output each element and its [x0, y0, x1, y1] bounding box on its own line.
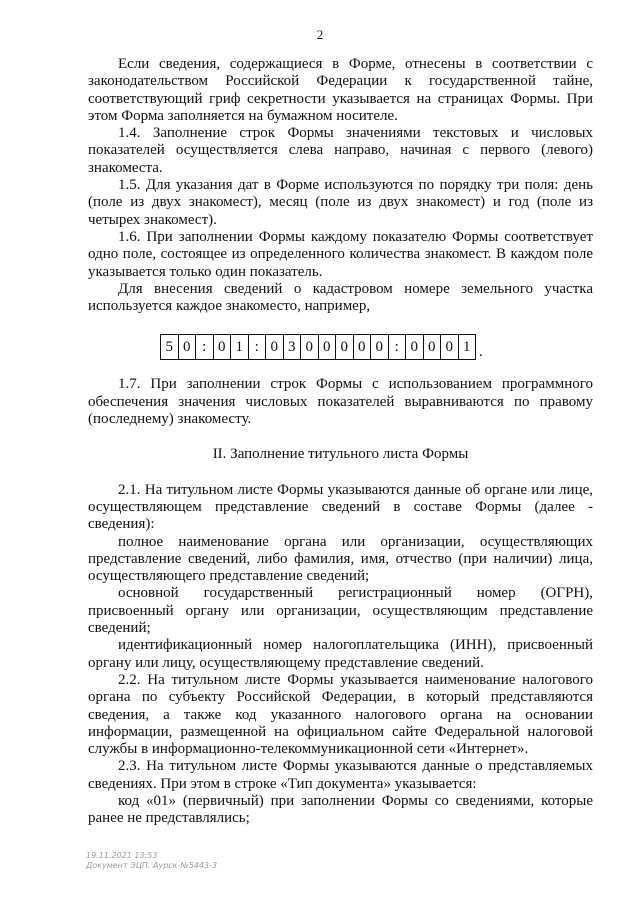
cadastral-trailing-dot: .	[479, 344, 483, 361]
cadastral-cell: 0	[319, 335, 337, 359]
paragraph-2-2: 2.2. На титульном листе Формы указывается наименование налогового органа по субъекту Российской Федерации, в который представляются сведения, а также код указанного налогового органа на основании информации, размещенной на официальном сайте Федеральной налоговой службы в информационно-телекоммуникационной сети «Интернет».	[88, 671, 593, 758]
cadastral-cell: 0	[179, 335, 197, 359]
paragraph-ogrn: основной государственный регистрационный номер (ОГРН), присвоенный органу или организации, осуществляющим представление сведений;	[88, 585, 593, 637]
paragraph-2-3: 2.3. На титульном листе Формы указываются данные о представляемых сведениях. При этом в строке «Тип документа» указывается:	[88, 758, 593, 792]
page-number: 2	[316, 27, 324, 42]
paragraph-1-6: 1.6. При заполнении Формы каждому показателю Формы соответствует одно поле, состоящее из определенного количества знакомест. В каждом поле указывается только один показатель.	[88, 228, 593, 280]
cadastral-cell: 0	[336, 335, 354, 359]
cadastral-cell: :	[389, 335, 407, 359]
paragraph-inn: идентификационный номер налогоплательщика (ИНН), присвоенный органу или лицу, осуществляющему представление сведений.	[88, 637, 593, 671]
paragraph-full-name: полное наименование органа или организации, осуществляющих представление сведений, либо фамилия, имя, отчество (при наличии) лица, осуществляющего представление сведений;	[88, 533, 593, 585]
cadastral-cell: 0	[406, 335, 424, 359]
footer-document-id: Документ ЭЦП. Аурск-№5443-3	[86, 861, 218, 870]
paragraph-cadastral-intro: Для внесения сведений о кадастровом номере земельного участка используется каждое знакоместо, например,	[88, 280, 593, 315]
section-title: II. Заполнение титульного листа Формы	[212, 446, 469, 463]
paragraph-secrecy: Если сведения, содержащиеся в Форме, отнесены в соответствии с законодательством Российской Федерации к государственной тайне, соответствующий гриф секретности указывается на страницах Формы. При этом Форма заполняется на бумажном носителе.	[88, 56, 593, 124]
cadastral-cell: 3	[284, 335, 302, 359]
cadastral-cells	[160, 334, 476, 360]
cadastral-cell: 0	[214, 335, 232, 359]
cadastral-cell: :	[196, 335, 214, 359]
footer-stamp	[86, 851, 217, 871]
cadastral-cell: 0	[301, 335, 319, 359]
cadastral-cell: 0	[424, 335, 442, 359]
cadastral-cell: 1	[463, 338, 471, 355]
cadastral-cell: 0	[354, 335, 372, 359]
cadastral-cell: :	[249, 335, 267, 359]
paragraph-1-5: 1.5. Для указания дат в Форме используются по порядку три поля: день (поле из двух знакомест), месяц (поле из двух знакомест) и год (поле из четырех знакомест).	[88, 177, 593, 228]
document-body	[88, 56, 593, 828]
cadastral-cell: 0	[266, 335, 284, 359]
footer-timestamp: 19.11.2021 13:53	[86, 851, 158, 860]
cadastral-cell: 1	[231, 335, 249, 359]
cadastral-cell: 0	[371, 335, 389, 359]
paragraph-code-01: код «01» (первичный) при заполнении Формы со сведениями, которые ранее не представлялись;	[88, 792, 593, 827]
cadastral-cell: 0	[441, 335, 459, 359]
cadastral-number-example	[160, 334, 593, 360]
cadastral-cell: 5	[161, 335, 179, 359]
paragraph-1-4: 1.4. Заполнение строк Формы значениями текстовых и числовых показателей осуществляется слева направо, начиная с первого (левого) знакоместа.	[88, 125, 593, 176]
paragraph-2-1: 2.1. На титульном листе Формы указываются данные об органе или лице, осуществляющем представление сведений в составе Формы (далее - сведения):	[88, 481, 593, 533]
paragraph-1-7: 1.7. При заполнении строк Формы с использованием программного обеспечения значения числовых показателей выравниваются по правому (последнему) знакоместу.	[88, 376, 593, 428]
